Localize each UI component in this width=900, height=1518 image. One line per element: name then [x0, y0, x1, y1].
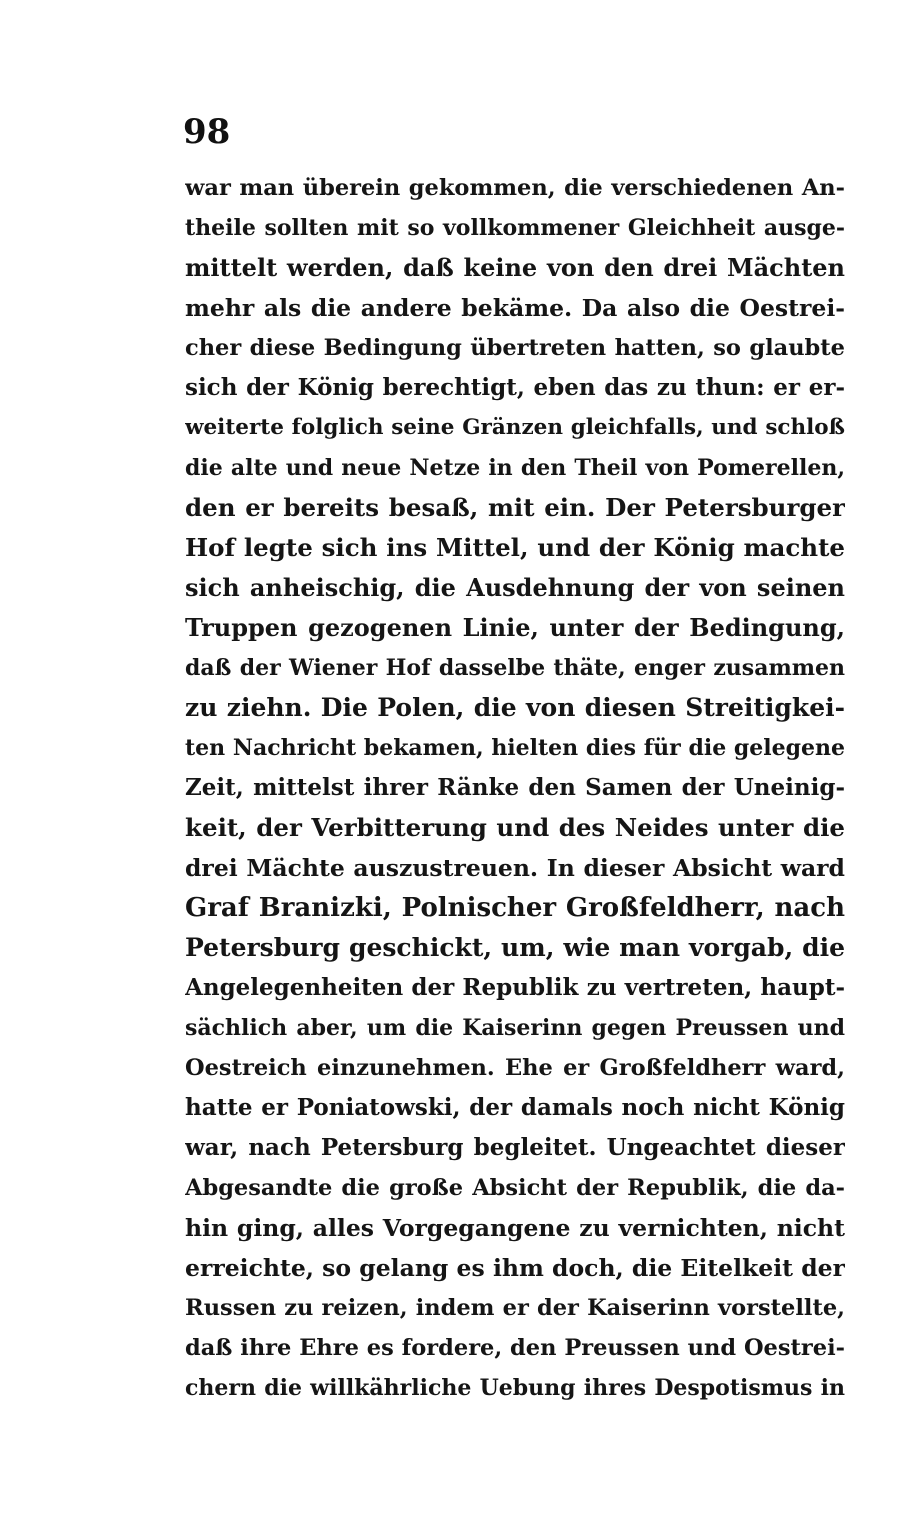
text-line: chern die willkährliche Uebung ihres Despotismus in [185, 1375, 845, 1401]
text-line: mehr als die andere bekäme. Da also die Oestrei- [185, 294, 845, 322]
text-line: erreichte, so gelang es ihm doch, die Eitelkeit der [185, 1254, 845, 1282]
text-line: Russen zu reizen, indem er der Kaiserinn vorstellte, [185, 1295, 845, 1321]
text-line: weiterte folglich seine Gränzen gleichfalls, und schloß [185, 415, 845, 440]
text-line: cher diese Bedingung übertreten hatten, so glaubte [185, 335, 845, 361]
text-line: zu ziehn. Die Polen, die von diesen Streitigkei- [185, 693, 845, 722]
text-line: keit, der Verbitterung und des Neides unter die [185, 813, 845, 842]
text-line: Abgesandte die große Absicht der Republik, die da- [185, 1175, 845, 1201]
text-line: daß ihre Ehre es fordere, den Preussen und Oestrei- [185, 1335, 845, 1361]
text-line: Oestreich einzunehmen. Ehe er Großfeldherr ward, [185, 1055, 845, 1081]
text-line: daß der Wiener Hof dasselbe thäte, enger zusammen [185, 655, 845, 681]
text-line: Zeit, mittelst ihrer Ränke den Samen der Uneinig- [185, 774, 845, 801]
text-line: theile sollten mit so vollkommener Gleichheit ausge- [185, 215, 845, 241]
body-text [185, 168, 845, 1408]
text-line: sich anheischig, die Ausdehnung der von seinen [185, 573, 845, 602]
text-line: Truppen gezogenen Linie, unter der Bedingung, [185, 613, 845, 642]
text-line: war man überein gekommen, die verschiedenen An- [185, 175, 845, 201]
text-line: sich der König berechtigt, eben das zu thun: er er- [185, 374, 845, 401]
text-line: mittelt werden, daß keine von den drei Mächten [185, 253, 845, 282]
text-line: Angelegenheiten der Republik zu vertreten, haupt- [185, 974, 845, 1001]
page-number: 98 [183, 112, 231, 152]
text-line: die alte und neue Netze in den Theil von Pomerellen, [185, 455, 845, 481]
text-line: Hof legte sich ins Mittel, und der König machte [185, 533, 845, 562]
text-line: sächlich aber, um die Kaiserinn gegen Preussen und [185, 1015, 845, 1041]
text-line: Graf Branizki, Polnischer Großfeldherr, nach [185, 893, 845, 923]
text-line: ten Nachricht bekamen, hielten dies für die gelegene [185, 735, 845, 761]
text-line: war, nach Petersburg begleitet. Ungeachtet dieser [185, 1134, 845, 1161]
text-line: den er bereits besaß, mit ein. Der Petersburger [185, 493, 845, 522]
text-line: drei Mächte auszustreuen. In dieser Absicht ward [185, 854, 845, 882]
text-line: hin ging, alles Vorgegangene zu vernichten, nicht [185, 1214, 845, 1242]
text-line: Petersburg geschickt, um, wie man vorgab, die [185, 933, 845, 962]
text-line: hatte er Poniatowski, der damals noch nicht König [185, 1094, 845, 1121]
